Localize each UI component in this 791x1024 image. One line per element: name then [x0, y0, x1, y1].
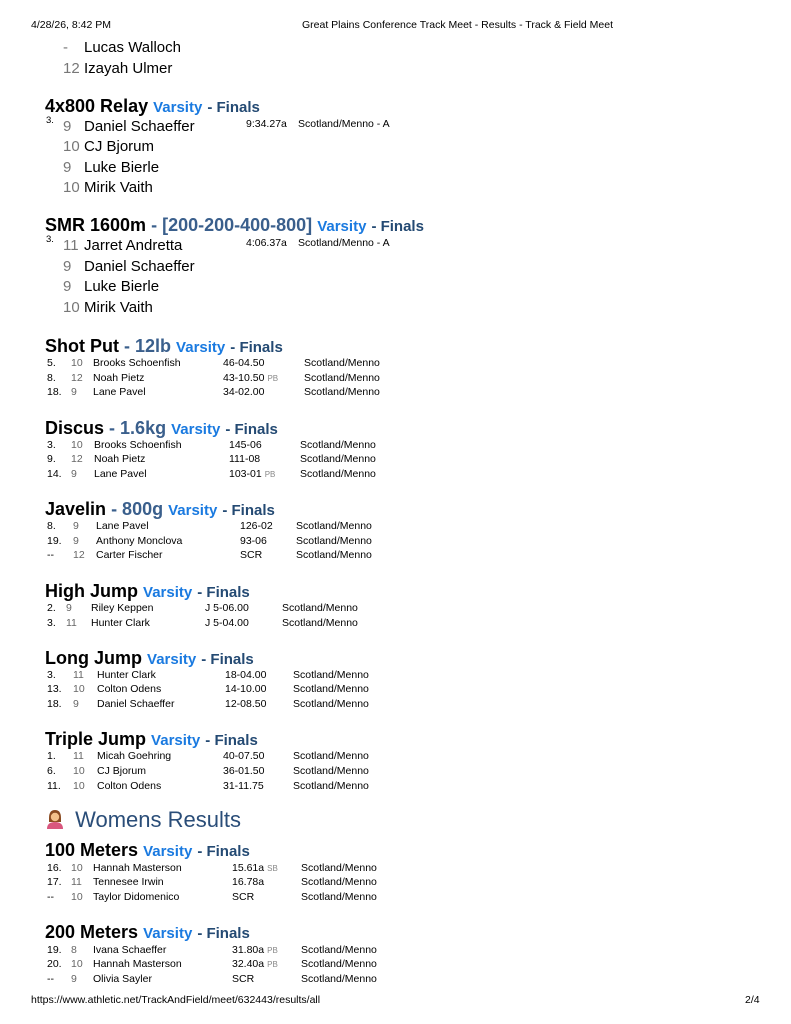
event-division: Varsity [143, 584, 193, 601]
event-subtitle: - 1.6kg [109, 418, 167, 438]
leg-grade: 11 [63, 237, 79, 254]
event-name-link[interactable]: 200 Meters [45, 922, 139, 942]
athlete-name-link[interactable]: Daniel Schaeffer [97, 698, 175, 710]
event-title-shot-put [45, 336, 283, 358]
athlete-grade: 9 [73, 520, 79, 532]
event-subtitle: - 800g [111, 499, 164, 519]
leg-athlete-link[interactable]: Daniel Schaeffer [84, 258, 195, 275]
athlete-grade: 10 [73, 683, 85, 695]
athlete-name-link[interactable]: Olivia Sayler [93, 973, 152, 985]
result-mark [223, 750, 264, 762]
athlete-name-link[interactable]: Hannah Masterson [93, 958, 182, 970]
event-round: - Finals [371, 218, 424, 235]
event-division: Varsity [143, 843, 193, 860]
result-mark [232, 891, 254, 903]
event-title-javelin [45, 499, 275, 521]
team-name-link[interactable]: Scotland/Menno [304, 372, 380, 384]
record-tag: PB [264, 470, 276, 479]
athlete-name-link[interactable]: Brooks Schoenfish [94, 439, 182, 451]
mark-value: 40-07.50 [223, 750, 265, 762]
event-name-link[interactable]: Javelin [45, 499, 107, 519]
athlete-grade: 10 [73, 780, 85, 792]
result-mark [232, 944, 278, 956]
result-mark [205, 602, 249, 614]
mark-value: 14-10.00 [225, 683, 267, 695]
result-place: 16. [47, 862, 62, 874]
record-tag: PB [267, 960, 278, 969]
result-place: -- [47, 891, 54, 903]
record-tag: PB [267, 374, 279, 383]
team-name-link[interactable]: Scotland/Menno [300, 453, 376, 465]
athlete-name-link[interactable]: Brooks Schoenfish [93, 357, 181, 369]
athlete-name-link[interactable]: Noah Pietz [93, 372, 145, 384]
athlete-grade: 9 [71, 973, 77, 985]
result-place: 1. [47, 750, 56, 762]
mark-value: 103-01 [229, 468, 262, 480]
team-name-link[interactable]: Scotland/Menno [304, 357, 380, 369]
athlete-grade: 12 [73, 549, 85, 561]
mark-value: SCR [240, 549, 263, 561]
result-place: 3. [47, 439, 56, 451]
athlete-name-link[interactable]: Taylor Didomenico [93, 891, 180, 903]
athlete-grade: 11 [73, 750, 84, 762]
athlete-name-link[interactable]: Ivana Schaeffer [93, 944, 167, 956]
result-mark [240, 520, 273, 532]
result-mark [240, 549, 262, 561]
leg-athlete-link[interactable]: Lucas Walloch [84, 39, 181, 56]
athlete-name-link[interactable]: Lane Pavel [93, 386, 146, 398]
event-round: - Finals [197, 843, 250, 860]
result-place: 11. [47, 780, 61, 792]
result-mark [225, 698, 266, 710]
result-place: 18. [47, 386, 62, 398]
relay-time: 4:06.37a [246, 237, 287, 249]
team-name-link[interactable]: Scotland/Menno [293, 698, 369, 710]
event-round: - Finals [222, 502, 275, 519]
womens-results-heading [45, 807, 241, 833]
athlete-name-link[interactable]: Tennesee Irwin [93, 876, 164, 888]
mark-value: 93-06 [240, 535, 267, 547]
team-name-link[interactable]: Scotland/Menno [304, 386, 380, 398]
leg-grade: 10 [63, 179, 80, 196]
event-name-link[interactable]: Long Jump [45, 648, 142, 668]
result-place: 8. [47, 520, 56, 532]
relay-team-link[interactable]: Scotland/Menno - A [298, 237, 390, 249]
event-division: Varsity [147, 651, 197, 668]
event-division: Varsity [317, 218, 367, 235]
result-mark [223, 357, 264, 369]
event-division: Varsity [143, 925, 193, 942]
leg-grade: 9 [63, 278, 72, 295]
result-mark [229, 468, 275, 480]
relay-team-link[interactable]: Scotland/Menno - A [298, 118, 390, 130]
result-mark [232, 958, 278, 970]
result-place: -- [47, 549, 54, 561]
team-name-link[interactable]: Scotland/Menno [301, 876, 377, 888]
result-mark [225, 683, 266, 695]
team-name-link[interactable]: Scotland/Menno [293, 765, 369, 777]
team-name-link[interactable]: Scotland/Menno [301, 862, 377, 874]
leg-athlete-link[interactable]: CJ Bjorum [84, 138, 155, 155]
result-place: 19. [47, 944, 62, 956]
result-place: -- [47, 973, 54, 985]
team-name-link[interactable]: Scotland/Menno [293, 683, 369, 695]
mark-value: 43-10.50 [223, 372, 265, 384]
team-name-link[interactable]: Scotland/Menno [293, 780, 369, 792]
athlete-name-link[interactable]: Carter Fischer [96, 549, 163, 561]
womens-results-title: Womens Results [75, 807, 241, 832]
athlete-grade: 9 [71, 386, 77, 398]
leg-grade: 9 [63, 159, 72, 176]
mark-value: 126-02 [240, 520, 273, 532]
event-name-link[interactable]: SMR 1600m [45, 215, 147, 235]
result-place: 17. [47, 876, 62, 888]
mark-value: SCR [232, 973, 255, 985]
result-place: 6. [47, 765, 56, 777]
athlete-grade: 9 [73, 698, 79, 710]
result-place: 5. [47, 357, 56, 369]
leg-athlete-link[interactable]: Luke Bierle [84, 159, 160, 176]
athlete-name-link[interactable]: Colton Odens [97, 780, 162, 792]
print-url: https://www.athletic.net/TrackAndField/meet/632443/results/all [31, 994, 321, 1006]
mark-value: 12-08.50 [225, 698, 267, 710]
leg-grade: 10 [63, 138, 80, 155]
mark-value: 18-04.00 [225, 669, 267, 681]
mark-value: 15.61a [232, 862, 265, 874]
record-tag: PB [267, 946, 278, 955]
team-name-link[interactable]: Scotland/Menno [296, 520, 372, 532]
event-title-100-meters [45, 840, 250, 862]
result-place: 9. [47, 453, 56, 465]
result-place: 13. [47, 683, 62, 695]
event-division: Varsity [176, 339, 226, 356]
result-place: 18. [47, 698, 62, 710]
relay-place: 3. [46, 234, 54, 245]
athlete-name-link[interactable]: Hannah Masterson [93, 862, 182, 874]
athlete-grade: 10 [71, 862, 83, 874]
leg-grade: - [63, 39, 68, 56]
event-title-discus [45, 418, 278, 440]
event-round: - Finals [225, 421, 278, 438]
result-mark [205, 617, 249, 629]
team-name-link[interactable]: Scotland/Menno [301, 973, 377, 985]
athlete-name-link[interactable]: Lane Pavel [94, 468, 147, 480]
record-tag: SB [267, 864, 278, 873]
event-division: Varsity [168, 502, 218, 519]
mark-value: 145-06 [229, 439, 262, 451]
athlete-grade: 10 [71, 958, 83, 970]
woman-icon [45, 808, 65, 830]
event-title-smr-1600m [45, 215, 424, 237]
relay-place: 3. [46, 115, 54, 126]
leg-athlete-link[interactable]: Izayah Ulmer [84, 60, 173, 77]
result-mark [232, 973, 254, 985]
athlete-name-link[interactable]: Riley Keppen [91, 602, 154, 614]
event-title-high-jump [45, 581, 250, 603]
event-name-link[interactable]: High Jump [45, 581, 138, 601]
mark-value: 46-04.50 [223, 357, 265, 369]
athlete-grade: 9 [66, 602, 72, 614]
event-name-link[interactable]: Triple Jump [45, 729, 147, 749]
team-name-link[interactable]: Scotland/Menno [293, 669, 369, 681]
mark-value: 111-08 [229, 453, 261, 465]
mark-value: 31.80a [232, 944, 265, 956]
leg-athlete-link[interactable]: Mirik Vaith [84, 179, 153, 196]
athlete-grade: 11 [66, 617, 77, 629]
event-round: - Finals [205, 732, 258, 749]
event-title-4x800-relay [45, 96, 260, 118]
athlete-grade: 10 [71, 439, 83, 451]
event-division: Varsity [151, 732, 201, 749]
team-name-link[interactable]: Scotland/Menno [300, 468, 376, 480]
event-title-200-meters [45, 922, 250, 944]
athlete-grade: 9 [71, 468, 77, 480]
athlete-grade: 10 [71, 357, 83, 369]
result-mark [232, 862, 278, 874]
result-mark [223, 765, 264, 777]
athlete-grade: 8 [71, 944, 77, 956]
event-name-link[interactable]: 100 Meters [45, 840, 139, 860]
result-mark [223, 780, 264, 792]
result-mark [240, 535, 267, 547]
mark-value: J 5-06.00 [205, 602, 249, 614]
event-name-link[interactable]: 4x800 Relay [45, 96, 149, 116]
athlete-name-link[interactable]: Lane Pavel [96, 520, 149, 532]
result-mark [225, 669, 266, 681]
athlete-name-link[interactable]: CJ Bjorum [97, 765, 147, 777]
team-name-link[interactable]: Scotland/Menno [296, 535, 372, 547]
athlete-grade: 12 [71, 453, 83, 465]
team-name-link[interactable]: Scotland/Menno [293, 750, 369, 762]
result-mark [229, 439, 262, 451]
result-place: 20. [47, 958, 62, 970]
athlete-name-link[interactable]: Anthony Monclova [96, 535, 183, 547]
mark-value: 31-11.75 [223, 780, 264, 792]
event-name-link[interactable]: Shot Put [45, 336, 119, 356]
athlete-name-link[interactable]: Noah Pietz [94, 453, 146, 465]
print-page-title: Great Plains Conference Track Meet - Results - Track & Field Meet [302, 19, 614, 31]
mark-value: 36-01.50 [223, 765, 265, 777]
event-round: - Finals [197, 584, 250, 601]
leg-athlete-link[interactable]: Jarret Andretta [84, 237, 183, 254]
athlete-name-link[interactable]: Hunter Clark [91, 617, 150, 629]
event-round: - Finals [207, 99, 260, 116]
mark-value: J 5-04.00 [205, 617, 249, 629]
leg-grade: 10 [63, 299, 80, 316]
print-datetime: 4/28/26, 8:42 PM [31, 19, 111, 31]
result-mark [232, 876, 264, 888]
team-name-link[interactable]: Scotland/Menno [301, 944, 377, 956]
athlete-grade: 10 [71, 891, 83, 903]
athlete-grade: 9 [73, 535, 79, 547]
event-title-long-jump [45, 648, 254, 670]
mark-value: 32.40a [232, 958, 265, 970]
athlete-name-link[interactable]: Colton Odens [97, 683, 162, 695]
leg-athlete-link[interactable]: Luke Bierle [84, 278, 160, 295]
athlete-grade: 11 [73, 669, 84, 681]
team-name-link[interactable]: Scotland/Menno [301, 891, 377, 903]
event-name-link[interactable]: Discus [45, 418, 105, 438]
relay-time: 9:34.27a [246, 118, 287, 130]
result-place: 3. [47, 669, 56, 681]
event-title-triple-jump [45, 729, 258, 751]
result-mark [223, 372, 278, 384]
leg-athlete-link[interactable]: Mirik Vaith [84, 299, 153, 316]
leg-athlete-link[interactable]: Daniel Schaeffer [84, 118, 195, 135]
leg-grade: 9 [63, 118, 72, 135]
team-name-link[interactable]: Scotland/Menno [282, 617, 358, 629]
team-name-link[interactable]: Scotland/Menno [296, 549, 372, 561]
mark-value: 16.78a [232, 876, 265, 888]
mark-value: 34-02.00 [223, 386, 265, 398]
team-name-link[interactable]: Scotland/Menno [282, 602, 358, 614]
result-place: 8. [47, 372, 56, 384]
event-round: - Finals [201, 651, 254, 668]
result-place: 19. [47, 535, 62, 547]
team-name-link[interactable]: Scotland/Menno [301, 958, 377, 970]
leg-grade: 9 [63, 258, 72, 275]
event-subtitle: - [200-200-400-800] [151, 215, 313, 235]
athlete-grade: 12 [71, 372, 83, 384]
result-place: 2. [47, 602, 56, 614]
result-mark [223, 386, 264, 398]
result-place: 3. [47, 617, 56, 629]
print-page-number: 2/4 [745, 994, 760, 1006]
athlete-grade: 10 [73, 765, 85, 777]
event-subtitle: - 12lb [124, 336, 172, 356]
event-round: - Finals [230, 339, 283, 356]
result-place: 14. [47, 468, 62, 480]
athlete-name-link[interactable]: Micah Goehring [97, 750, 172, 762]
result-mark [229, 453, 260, 465]
team-name-link[interactable]: Scotland/Menno [300, 439, 376, 451]
event-round: - Finals [197, 925, 250, 942]
athlete-grade: 11 [71, 876, 82, 888]
event-division: Varsity [171, 421, 221, 438]
leg-grade: 12 [63, 60, 80, 77]
event-division: Varsity [153, 99, 203, 116]
athlete-name-link[interactable]: Hunter Clark [97, 669, 156, 681]
mark-value: SCR [232, 891, 255, 903]
